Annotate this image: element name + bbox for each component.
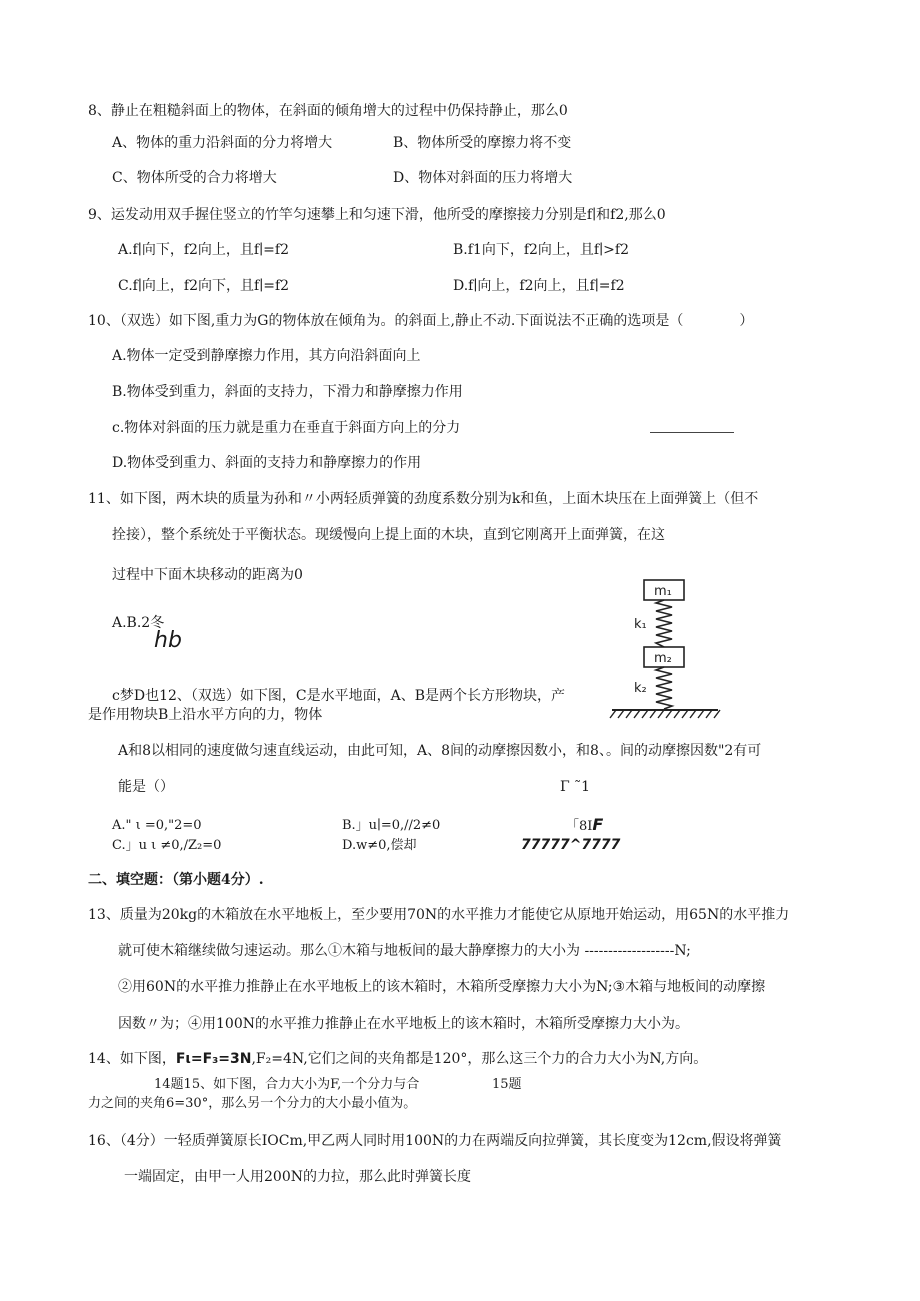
section-2-title: 二、填空题：（第小题4分）. xyxy=(88,872,264,888)
q14-prefix: 14、如下图， xyxy=(88,1051,176,1067)
q8-option-a: A、物体的重力沿斜面的分力将增大 xyxy=(112,135,333,151)
q8-stem: 8、静止在粗糙斜面上的物体，在斜面的倾角增大的过程中仍保持静止，那么0 xyxy=(88,103,568,119)
q15-line-2: 力之间的夹角6=30°，那么另一个分力的大小最小值为。 xyxy=(88,1096,417,1111)
q12-option-c: C.」u ι ≠0,/Z₂=0 xyxy=(112,838,222,853)
q13-dash-blank: ------------------- xyxy=(584,943,675,959)
q12-line-2: 是作用物块B上沿水平方向的力，物体 xyxy=(88,707,323,723)
q10-option-c: c.物体对斜面的压力就是重力在垂直于斜面方向上的分力 xyxy=(112,420,461,436)
q13-unit: N; xyxy=(674,943,691,959)
q12-option-d: D.w≠0,偿却 xyxy=(342,838,417,853)
q10-option-d: D.物体受到重力、斜面的支持力和静摩擦力的作用 xyxy=(112,455,422,471)
q10-option-b: B.物体受到重力，斜面的支持力，下滑力和静摩擦力作用 xyxy=(112,384,463,400)
q11-garbled-formula: hb xyxy=(154,628,182,653)
q14-rest: ,F₂=4N,它们之间的夹角都是120°，那么这三个力的合力大小为N,方向。 xyxy=(251,1051,708,1067)
q15-line-1: 14题15、如下图，合力大小为F,一个分力与合 xyxy=(154,1077,420,1092)
spring-system-figure xyxy=(600,575,730,720)
q13-line-2 xyxy=(118,942,691,960)
q12-line-3: A和8以相同的速度做匀速直线运动，由此可知，A、8间的动摩擦因数小，和8、。间的动摩擦因数"2有可 xyxy=(118,743,762,759)
q11-line-3: 过程中下面木块移动的距离为0 xyxy=(112,567,303,583)
q11-options: A.B.2冬 xyxy=(112,615,165,631)
q12-figure-label xyxy=(566,816,603,836)
q12-figure-force-label: F xyxy=(592,815,604,834)
spring-k1 xyxy=(656,600,672,647)
q11-line-2: 拴接），整个系统处于平衡状态。现缓慢向上提上面的木块，直到它刚离开上面弹簧，在这 xyxy=(112,527,665,543)
q14-formula: Fι=F₃=3N xyxy=(175,1051,252,1067)
q16-line-2: 一端固定，由甲一人用200N的力拉，那么此时弹簧长度 xyxy=(124,1169,471,1185)
q9-option-a: A.f∣向下，f2向上，且f∣=f2 xyxy=(118,242,289,258)
q8-option-c: C、物体所受的合力将增大 xyxy=(112,170,277,186)
spring-k2 xyxy=(656,667,672,709)
q9-option-b: B.f1向下，f2向上，且f∣>f2 xyxy=(453,242,629,258)
q10-stem: 10、（双选）如下图,重力为G的物体放在倾角为。的斜面上,静止不动.下面说法不正确的选项是（ ） xyxy=(88,313,754,329)
label-m1: m₁ xyxy=(654,584,672,599)
answer-blank-line xyxy=(650,432,734,433)
q13-line-4: 因数〃为；④用100N的水平推力推静止在水平地板上的该木箱时，木箱所受摩擦力大小为。 xyxy=(118,1016,689,1032)
q9-stem: 9、运发动用双手握住竖立的竹竿匀速攀上和匀速下滑，他所受的摩擦接力分别是f∣和f2,那么0 xyxy=(88,207,666,223)
q13-line-3: ②用60N的水平推力推静止在水平地板上的该木箱时，木箱所受摩擦力大小为N;③木箱与地板间的动摩擦 xyxy=(118,979,766,995)
q12-figure-top-mark: Γ ˜1 xyxy=(560,779,591,795)
label-m2: m₂ xyxy=(654,651,672,666)
q8-option-b: B、物体所受的摩擦力将不变 xyxy=(393,135,572,151)
q12-line-4: 能是（） xyxy=(118,779,174,795)
q15-figure-label: 15题 xyxy=(492,1077,522,1092)
q12-line-1: c梦D也12、（双选）如下图，C是水平地面，A、B是两个长方形物块，产 xyxy=(112,688,565,704)
q9-option-d: D.f∣向上，f2向上，且f∣=f2 xyxy=(453,278,625,294)
ground-hatch xyxy=(610,710,720,718)
q10-option-a: A.物体一定受到静摩擦力作用，其方向沿斜面向上 xyxy=(112,348,421,364)
q13-line-1: 13、质量为20kg的木箱放在水平地板上，至少要用70N的水平推力才能使它从原地开始运动，用65N的水平推力 xyxy=(88,907,790,923)
q16-line-1: 16、（4分）一轻质弹簧原长IOCm,甲乙两人同时用100N的力在两端反向拉弹簧，其长度变为12cm,假设将弹簧 xyxy=(88,1133,782,1149)
q12-figure-ground: 77777^7777 xyxy=(521,837,621,853)
q11-line-1: 11、如下图，两木块的质量为孙和〃小两轻质弹簧的劲度系数分别为k和鱼，上面木块压在上面弹簧上（但不 xyxy=(88,491,759,507)
q12-option-b: B.」u∣=0,//2≠0 xyxy=(342,818,441,833)
label-k2: k₂ xyxy=(634,681,647,696)
label-k1: k₁ xyxy=(634,617,647,632)
q8-option-d: D、物体对斜面的压力将增大 xyxy=(393,170,573,186)
q13-line-2-text: 就可使木箱继续做匀速运动。那么①木箱与地板间的最大静摩擦力的大小为 xyxy=(118,943,580,959)
q12-figure-block-text: 「8I xyxy=(566,819,593,834)
q9-option-c: C.f∣向上，f2向下，且f∣=f2 xyxy=(118,278,290,294)
q14-line xyxy=(88,1050,707,1068)
q12-option-a: A." ι =0,"2=0 xyxy=(112,818,202,833)
